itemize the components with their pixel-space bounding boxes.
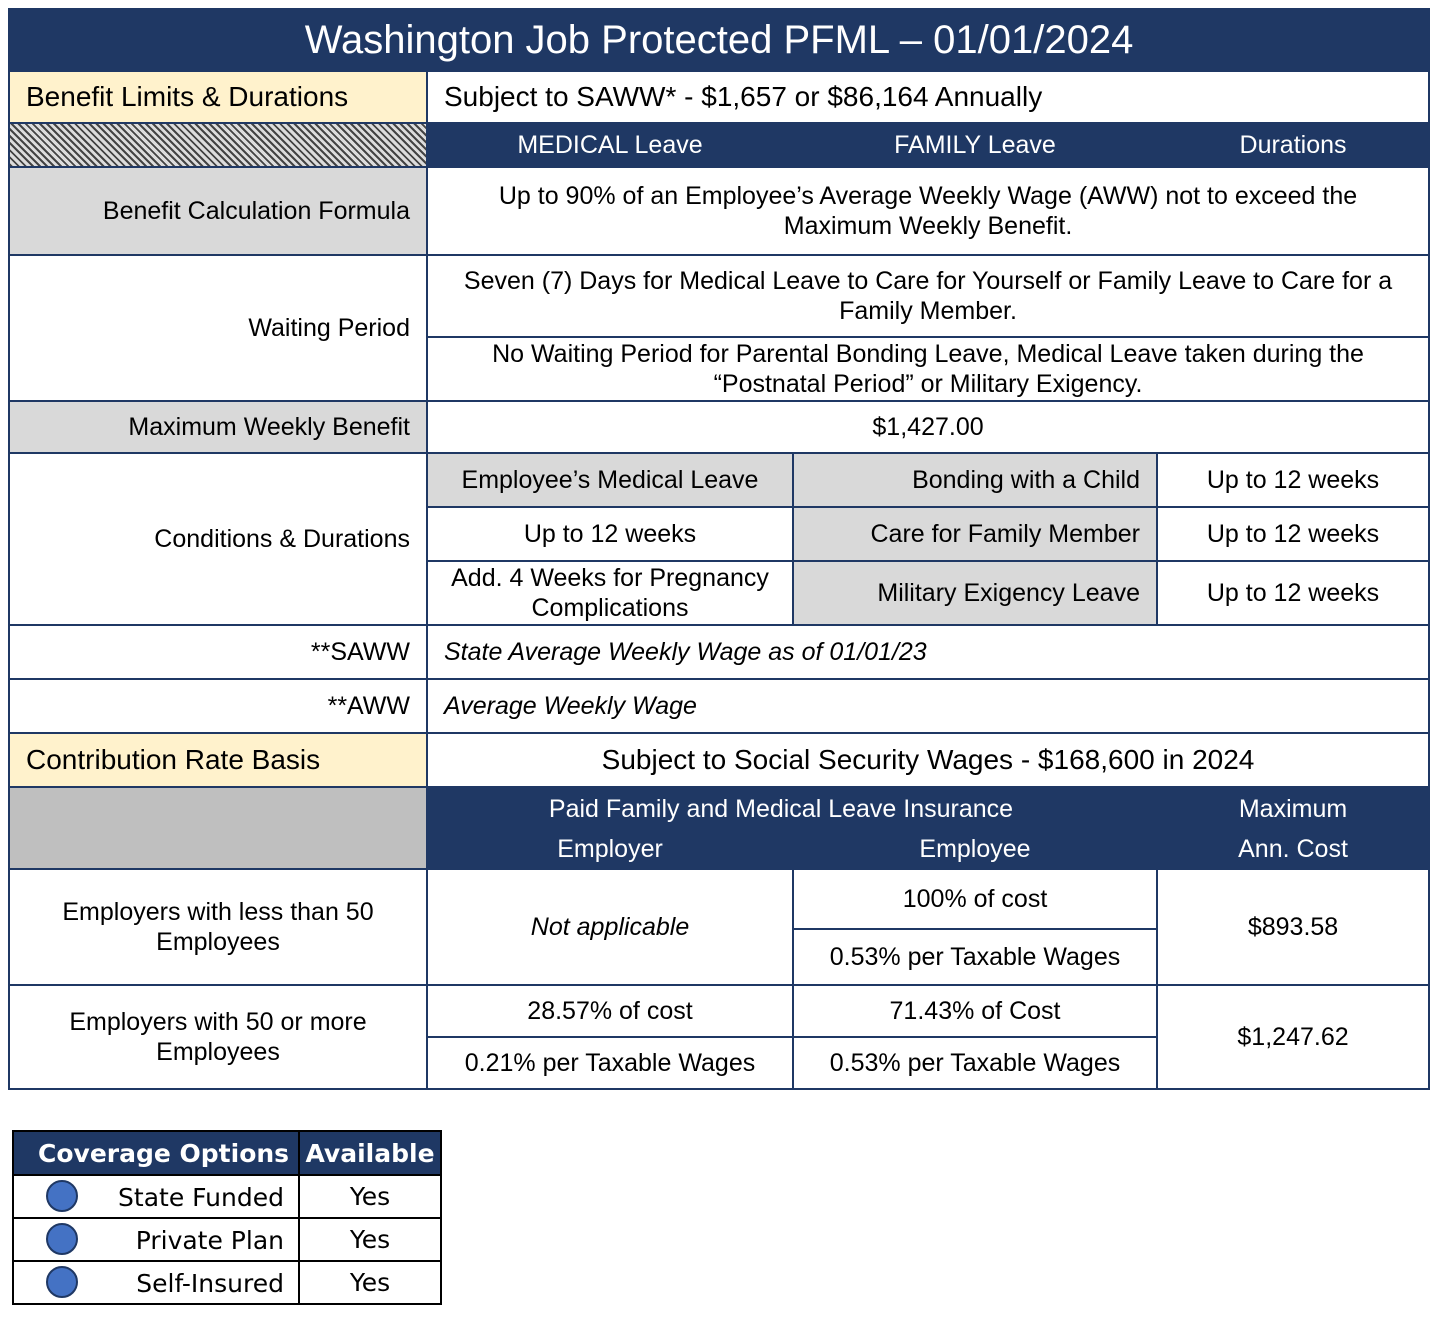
condition-medical-3: Add. 4 Weeks for Pregnancy Complications (427, 561, 793, 625)
coverage-option-label: Private Plan (135, 1226, 284, 1255)
coverage-options-table (12, 1130, 442, 1305)
employer-header: Employer (427, 829, 793, 869)
coverage-options-header: Coverage Options (13, 1131, 299, 1175)
circle-icon (46, 1223, 78, 1255)
small-max-cost: $893.58 (1157, 869, 1429, 985)
saww-label: **SAWW (9, 625, 427, 679)
condition-duration-1: Up to 12 weeks (1157, 453, 1429, 507)
coverage-row (13, 1175, 441, 1218)
condition-medical-2: Up to 12 weeks (427, 507, 793, 561)
pfml-table (8, 8, 1430, 1090)
formula-label: Benefit Calculation Formula (9, 167, 427, 255)
aww-value: Average Weekly Wage (427, 679, 1429, 733)
max-cost-header-top: Maximum (1157, 787, 1429, 829)
durations-header: Durations (1157, 123, 1429, 167)
contribution-value: Subject to Social Security Wages - $168,600 in 2024 (427, 733, 1429, 787)
condition-duration-2: Up to 12 weeks (1157, 507, 1429, 561)
coverage-row (13, 1261, 441, 1304)
coverage-available-value: Yes (299, 1218, 441, 1261)
coverage-option-label: Self-Insured (136, 1269, 284, 1298)
medical-leave-header: MEDICAL Leave (427, 123, 793, 167)
pfml-insurance-header: Paid Family and Medical Leave Insurance (427, 787, 1157, 829)
small-employee-rate: 0.53% per Taxable Wages (793, 929, 1157, 985)
hatch-cell (9, 123, 427, 167)
waiting-period-label: Waiting Period (9, 255, 427, 401)
family-leave-header: FAMILY Leave (793, 123, 1157, 167)
waiting-period-line-1: Seven (7) Days for Medical Leave to Care for Yourself or Family Leave to Care for a Family Member. (427, 255, 1429, 337)
condition-medical-1: Employee’s Medical Leave (427, 453, 793, 507)
coverage-available-value: Yes (299, 1175, 441, 1218)
condition-duration-3: Up to 12 weeks (1157, 561, 1429, 625)
small-employer-share: Not applicable (427, 869, 793, 985)
contribution-blank-cell (9, 787, 427, 869)
benefit-limits-label: Benefit Limits & Durations (9, 71, 427, 123)
condition-family-2: Care for Family Member (793, 507, 1157, 561)
conditions-label: Conditions & Durations (9, 453, 427, 625)
condition-family-3: Military Exigency Leave (793, 561, 1157, 625)
saww-value: State Average Weekly Wage as of 01/01/23 (427, 625, 1429, 679)
coverage-option-label: State Funded (118, 1183, 284, 1212)
large-employers-label: Employers with 50 or more Employees (9, 985, 427, 1089)
coverage-available-value: Yes (299, 1261, 441, 1304)
waiting-period-line-2: No Waiting Period for Parental Bonding Leave, Medical Leave taken during the “Postnatal Period” or Military Exigency. (427, 337, 1429, 401)
small-employee-share: 100% of cost (793, 869, 1157, 929)
small-employers-label: Employers with less than 50 Employees (9, 869, 427, 985)
coverage-row (13, 1218, 441, 1261)
condition-family-1: Bonding with a Child (793, 453, 1157, 507)
circle-icon (46, 1180, 78, 1212)
benefit-limits-value: Subject to SAWW* - $1,657 or $86,164 Annually (427, 71, 1429, 123)
contribution-label: Contribution Rate Basis (9, 733, 427, 787)
max-weekly-label: Maximum Weekly Benefit (9, 401, 427, 453)
employee-header: Employee (793, 829, 1157, 869)
available-header: Available (299, 1131, 441, 1175)
page-title: Washington Job Protected PFML – 01/01/2024 (9, 9, 1429, 71)
max-weekly-value: $1,427.00 (427, 401, 1429, 453)
formula-value: Up to 90% of an Employee’s Average Weekly Wage (AWW) not to exceed the Maximum Weekly Benefit. (427, 167, 1429, 255)
large-employee-share: 71.43% of Cost (793, 985, 1157, 1037)
large-employee-rate: 0.53% per Taxable Wages (793, 1037, 1157, 1089)
large-employer-share: 28.57% of cost (427, 985, 793, 1037)
large-employer-rate: 0.21% per Taxable Wages (427, 1037, 793, 1089)
aww-label: **AWW (9, 679, 427, 733)
large-max-cost: $1,247.62 (1157, 985, 1429, 1089)
circle-icon (46, 1266, 78, 1298)
max-cost-header-bottom: Ann. Cost (1157, 829, 1429, 869)
